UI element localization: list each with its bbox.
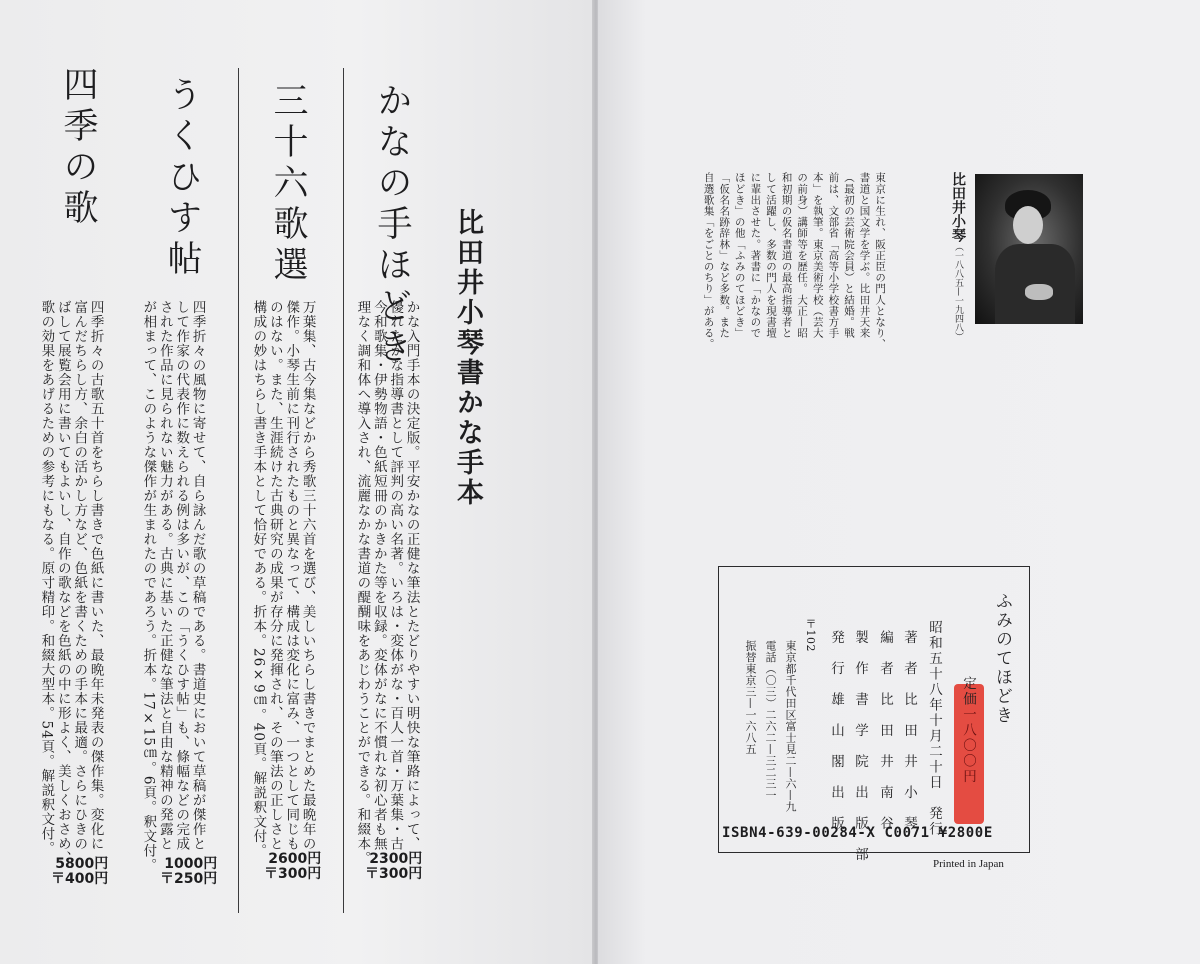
- colophon-price: [958, 676, 978, 785]
- desc-line: 今和歌集・伊勢物語・色紙短冊のかきかた等を収録。変体がなに不慣れな初心者も無: [370, 300, 387, 851]
- colophon-phone: 電話（〇三）二六二—三二三一: [764, 640, 777, 801]
- bio-line: 自選歌集「をごとのちり」がある。: [702, 172, 715, 350]
- colophon-producer: 製 作 書 学 院 出 版 部: [852, 630, 868, 863]
- printed-in-japan: Printed in Japan: [933, 858, 1004, 870]
- desc-line: 四季折々の古歌五十首をちらし書きで色紙に書いた、最晩年未発表の傑作集。変化に: [87, 300, 104, 851]
- bio-line: 和初期の仮名書道の最高指導者と: [780, 172, 793, 339]
- bio-line: 東京に生れ、阪正臣の門人となり、: [874, 172, 887, 350]
- book-title: うくひす帖: [162, 76, 202, 281]
- desc-line: 四季折々の風物に寄せて、自ら詠んだ歌の草稿である。書道史において草稿が傑作と: [189, 300, 206, 851]
- book-price: [51, 857, 108, 887]
- colophon-transfer: 振替東京三—一六八五: [744, 640, 757, 755]
- book-description: [354, 300, 423, 867]
- desc-line: のはない。また、生涯続けた古典研究の成果が存分に発揮され、その筆法の正しさと: [266, 300, 283, 851]
- bio-line: 「仮名名跡辞林」など多数。また: [718, 172, 731, 339]
- postage-value: 〒300円: [365, 866, 423, 882]
- desc-line: 富んだちらし方、余白の活かし方など、色紙を書くための手本に最適。さらにひきの: [71, 300, 88, 851]
- colophon-publisher: 発 行 雄 山 閣 出 版: [828, 630, 844, 832]
- book-title: 三十六歌選: [268, 82, 308, 287]
- author-name: 比田井小琴: [950, 172, 966, 242]
- book-title: かなの手ほどき: [372, 82, 412, 369]
- price-value: 5800円: [55, 856, 109, 872]
- bio-line: ほどき」の他「ふみのてほどき」: [733, 172, 746, 339]
- desc-line: ばして展覧会用に書いてもよいし、自作の歌などを色紙の中に形よく、美しくおさめ、: [54, 300, 71, 866]
- desc-line: 歌の効果をあげるための参考にもなる。原寸精印。和綴大型本。54頁。解説釈文付。: [38, 300, 55, 856]
- bio-line: （最初の芸術院会員）と結婚。戦: [842, 172, 855, 339]
- author-dates: （一八八五—一九四八）: [953, 242, 963, 341]
- desc-line: 万葉集、古今集などから秀歌三十六首を選び、美しいちらし書きでまとめた最晩年の: [299, 300, 316, 851]
- desc-line: された作品に見られない魅力がある。古典に基いた正健な筆法と自由な精神の発露と: [156, 300, 173, 851]
- postage-value: 〒300円: [264, 866, 322, 882]
- desc-line: 傑作。小琴生前に刊行されたものと異なって、構成は変化に富み、一つとして同じも: [283, 300, 300, 851]
- price-value: 2600円: [268, 851, 322, 867]
- bio-line: 本」を執筆。東京美術学校（芸大: [811, 172, 824, 339]
- desc-line: して作家の代表作に数えられる例は多いが、この「うくひす帖」も、條幅などの完成: [173, 300, 190, 851]
- author-heading: [948, 172, 968, 341]
- colophon-author: 著 者 比 田 井 小 琴: [901, 630, 917, 832]
- postage-value: 〒250円: [160, 871, 218, 887]
- colophon-title: ふみのてほどき: [992, 592, 1012, 725]
- desc-line: 優れたかな指導書として評判の高い名著。いろは・変体がな・百人一首・万葉集・古: [387, 300, 404, 851]
- price-value: 1000円: [164, 856, 218, 872]
- book-price: [160, 857, 217, 887]
- desc-line: 構成の妙はちらし書き手本として恰好である。折本。26×9㎝。40頁。解説釈文付。: [250, 300, 267, 858]
- author-bio: [700, 172, 887, 350]
- column-divider: [343, 68, 344, 913]
- bio-line: に輩出させた。著書に「かなので: [749, 172, 762, 339]
- bio-line: の前身）講師等を歴任。大正—昭: [796, 172, 809, 339]
- book-description: [250, 300, 316, 858]
- bio-line: 前は、文部省「高等小学校書方手: [827, 172, 840, 339]
- author-photo: [975, 174, 1083, 324]
- desc-line: かな入門手本の決定版。平安かなの正健な筆法とたどりやすい明快な筆路によって、: [403, 300, 420, 851]
- bio-line: して活躍し、多数の門人を現書壇: [764, 172, 777, 339]
- desc-line: 理なく調和体へ導入され、流麗なかな書道の醍醐味をあじわうことができる。和綴本。: [354, 300, 371, 866]
- column-divider: [238, 68, 239, 913]
- colophon-date: 昭和五十八年十月二十日 発行: [926, 620, 942, 837]
- colophon-address: 東京都千代田区富士見二—六—九: [784, 640, 797, 813]
- postage-value: 〒400円: [51, 871, 109, 887]
- book-description: [140, 300, 206, 872]
- book-price: [264, 852, 321, 882]
- book-title: 四季の歌: [58, 66, 98, 230]
- price-label: 定価: [960, 676, 976, 707]
- desc-line: が相まって、このような傑作が生まれたのであろう。折本。17×15㎝。6頁。釈文付。: [140, 300, 157, 873]
- price-value: 一八〇〇円: [960, 707, 976, 785]
- book-price: [365, 852, 422, 882]
- price-value: 2300円: [369, 851, 423, 867]
- isbn-code: ISBN4-639-00284-X C0071 ¥2800E: [722, 825, 993, 841]
- bio-line: 書道と国文学を学ぶ。比田井天来: [858, 172, 871, 339]
- colophon-editor: 編 者 比 田 井 南 谷: [877, 630, 893, 832]
- series-title: 比田井小琴書かな手本: [452, 208, 483, 508]
- colophon-postal: 〒102: [804, 618, 817, 652]
- book-description: [38, 300, 104, 866]
